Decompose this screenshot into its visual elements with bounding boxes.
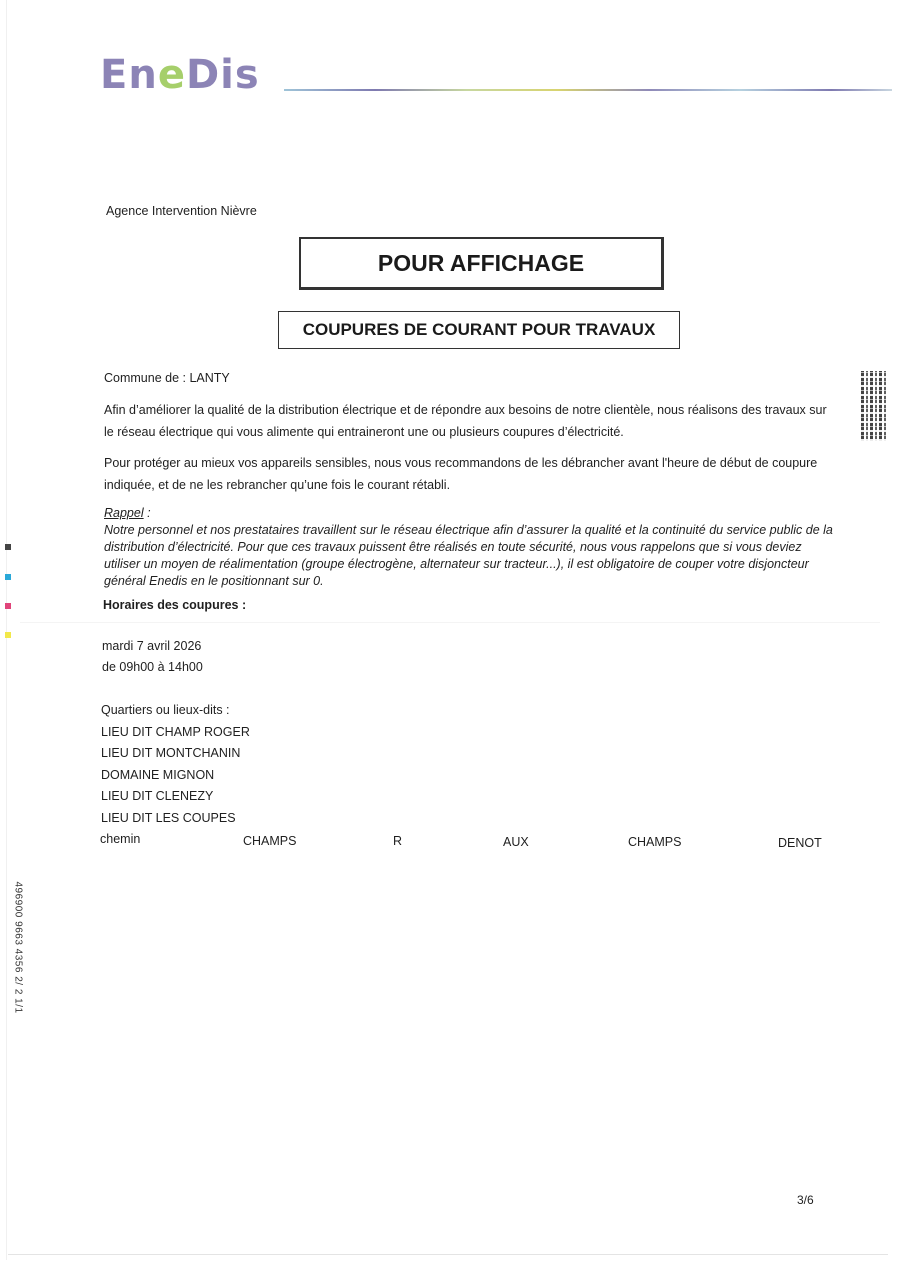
page-edge [6, 0, 7, 1260]
row-word: CHAMPS [243, 834, 297, 848]
place-item: DOMAINE MIGNON [101, 768, 215, 782]
rappel-heading [104, 505, 834, 522]
scan-artifact [20, 622, 880, 623]
agency-name: Agence Intervention Nièvre [106, 204, 257, 218]
commune: Commune de : LANTY [104, 371, 230, 385]
row-word: chemin [100, 832, 141, 846]
rappel-label: Rappel [104, 506, 144, 520]
registration-mark-magenta [5, 603, 11, 609]
registration-mark-cyan [5, 574, 11, 580]
schedule-time: de 09h00 à 14h00 [102, 660, 203, 674]
header-rule [284, 89, 892, 91]
scan-code: 496900 9663 4356 2/ 2 1/1 [12, 881, 24, 1014]
page-number: 3/6 [797, 1193, 814, 1207]
row-word: R [393, 834, 403, 848]
places-heading: Quartiers ou lieux-dits : [101, 703, 230, 717]
schedule-heading: Horaires des coupures : [103, 598, 247, 612]
row-word: AUX [503, 835, 529, 849]
rappel-colon: : [143, 506, 151, 520]
paragraph-1: Afin d’améliorer la qualité de la distribution électrique et de répondre aux besoins de notre clientèle, nous réalisons des travaux sur le réseau électrique qui vous alimente qui entraineront une ou plusieurs coupures d’électricité. [104, 403, 827, 439]
place-item: LIEU DIT MONTCHANIN [101, 746, 241, 760]
place-item: LIEU DIT LES COUPES [101, 811, 236, 825]
registration-mark-black [5, 544, 11, 550]
subtitle-box: COUPURES DE COURANT POUR TRAVAUX [278, 311, 680, 349]
registration-mark-yellow [5, 632, 11, 638]
title-box: POUR AFFICHAGE [299, 237, 664, 290]
datamatrix-icon [861, 371, 887, 441]
row-word: DENOT [778, 836, 822, 850]
row-word: CHAMPS [628, 835, 682, 849]
logo-mid: e [157, 52, 186, 98]
logo-right: Dis [185, 52, 260, 98]
place-item: LIEU DIT CHAMP ROGER [101, 725, 250, 739]
place-item: LIEU DIT CLENEZY [101, 789, 214, 803]
enedis-logo [100, 52, 260, 98]
bottom-edge [8, 1254, 888, 1255]
schedule-date: mardi 7 avril 2026 [102, 639, 202, 653]
logo-left: En [100, 52, 158, 98]
paragraph-2: Pour protéger au mieux vos appareils sensibles, nous vous recommandons de les débrancher avant l'heure de début de coupure indiquée, et de ne les rebrancher qu’une fois le courant rétabli. [104, 456, 818, 492]
rappel-body: Notre personnel et nos prestataires travaillent sur le réseau électrique afin d’assurer la qualité et la continuité du service public de la distribution d’électricité. Pour que ces travaux puissent être réalisés en toute sécurité, nous vous rappelons que si vous deviez utiliser un moyen de réalimentation (groupe électrogène, alternateur sur tracteur...), il est obligatoire de couper votre disjoncteur général Enedis en le positionnant sur 0. [104, 523, 833, 588]
